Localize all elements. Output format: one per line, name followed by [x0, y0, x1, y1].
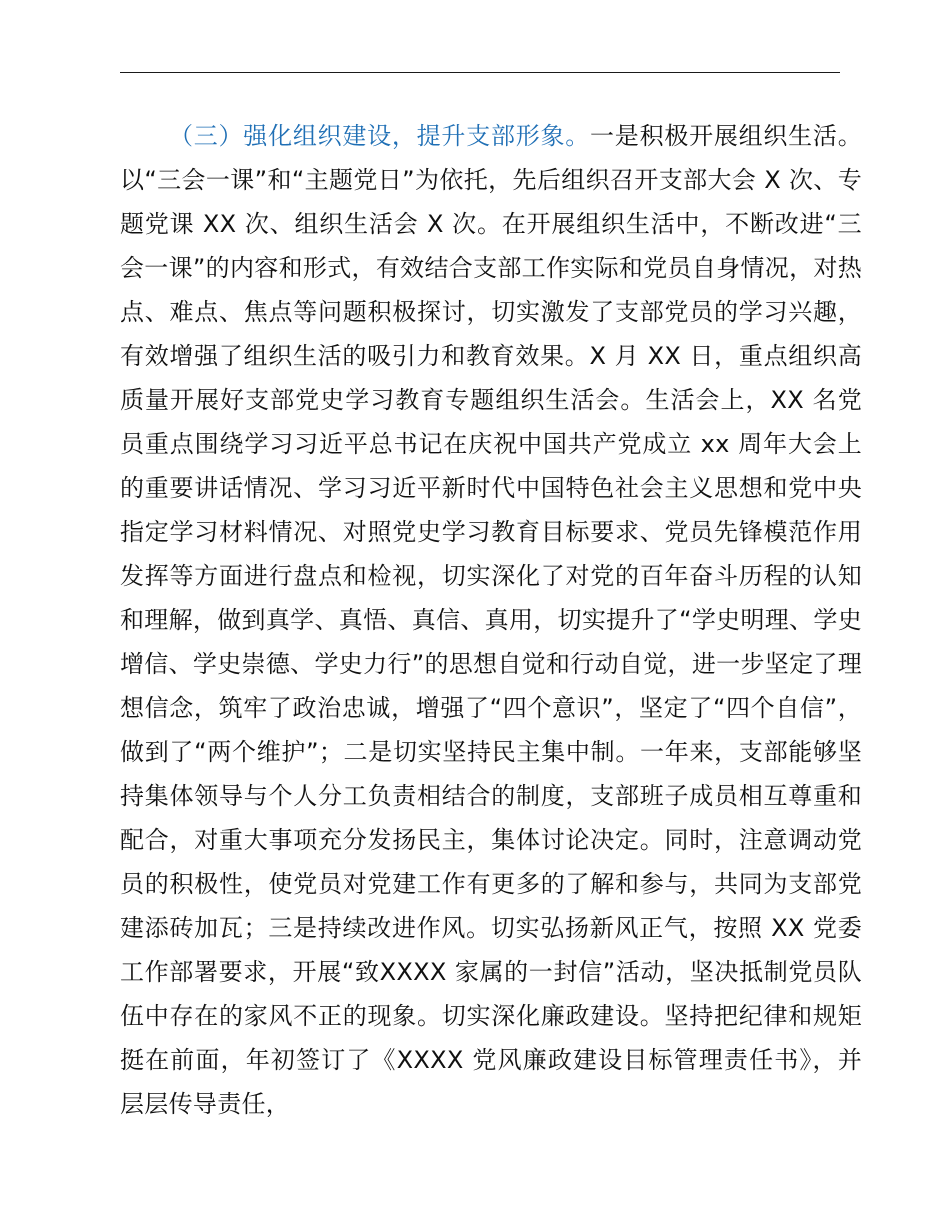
section-heading: （三）强化组织建设，提升支部形象。 — [169, 122, 591, 150]
header-rule — [120, 72, 840, 73]
body-paragraph — [120, 114, 862, 1126]
paragraph-text: 一是积极开展组织生活。以“三会一课”和“主题党日”为依托，先后组织召开支部大会 X 次、专题党课 XX 次、组织生活会 X 次。在开展组织生活中，不断改进“三会一课”的内容和形式，有效结合支部工作实际和党员自身情况，对热点、难点、焦点等问题积极探讨，切实激发了支部党员的学习兴趣，有效增强了组织生活的吸引力和教育效果。X 月 XX 日，重点组织高质量开展好支部党史学习教育专题组织生活会。生活会上，XX 名党员重点围绕学习习近平总书记在庆祝中国共产党成立 xx 周年大会上的重要讲话情况、学习习近平新时代中国特色社会主义思想和党中央指定学习材料情况、对照党史学习教育目标要求、党员先锋模范作用发挥等方面进行盘点和检视，切实深化了对党的百年奋斗历程的认知和理解，做到真学、真悟、真信、真用，切实提升了“学史明理、学史增信、学史崇德、学史力行”的思想自觉和行动自觉，进一步坚定了理想信念，筑牢了政治忠诚，增强了“四个意识”，坚定了“四个自信”，做到了“两个维护”；二是切实坚持民主集中制。一年来，支部能够坚持集体领导与个人分工负责相结合的制度，支部班子成员相互尊重和配合，对重大事项充分发扬民主，集体讨论决定。同时，注意调动党员的积极性，使党员对党建工作有更多的了解和参与，共同为支部党建添砖加瓦；三是持续改进作风。切实弘扬新风正气，按照 XX 党委工作部署要求，开展“致XXXX 家属的一封信”活动，坚决抵制党员队伍中存在的家风不正的现象。切实深化廉政建设。坚持把纪律和规矩挺在前面，年初签订了《XXXX 党风廉政建设目标管理责任书》，并层层传导责任， — [120, 122, 862, 1118]
